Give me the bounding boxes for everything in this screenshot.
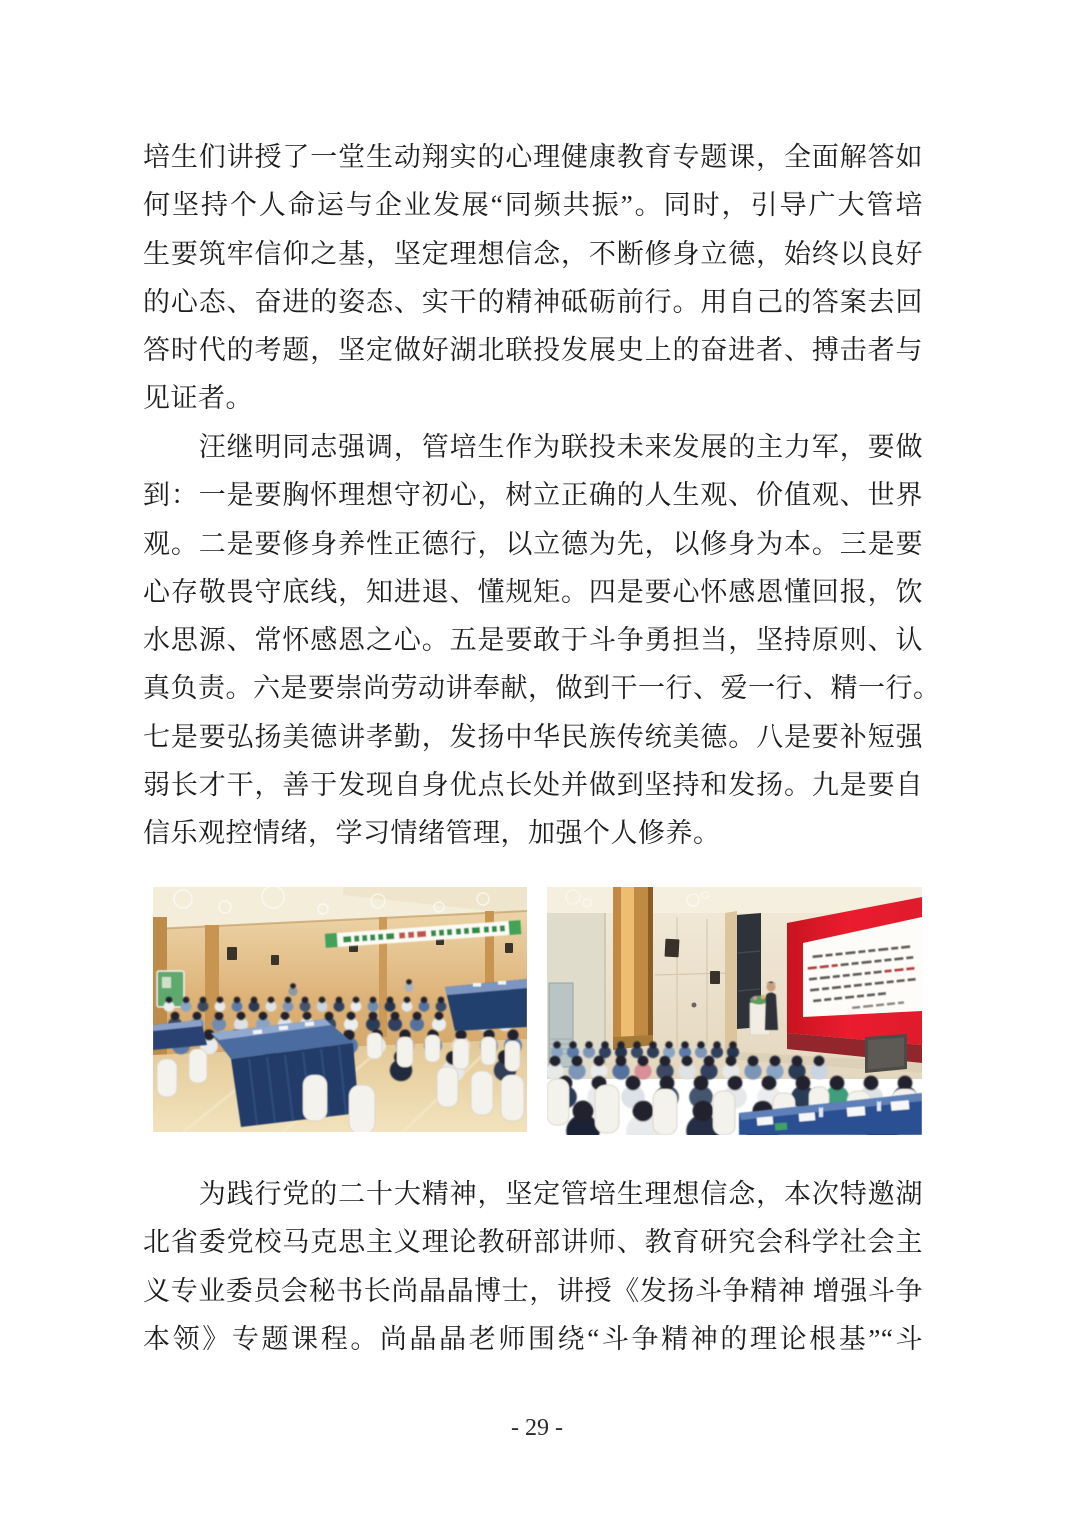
text-line: 弱长才干，善于发现自身优点长处并做到坚持和发扬。九是要自 — [143, 770, 923, 801]
text-line: 信乐观控情绪，学习情绪管理，加强个人修养。 — [143, 818, 721, 849]
page-footer — [0, 1413, 1074, 1443]
text-line: 心存敬畏守底线，知进退、懂规矩。四是要心怀感恩懂回报，饮 — [143, 576, 923, 607]
text-line: 真负责。六是要崇尚劳动讲奉献，做到干一行、爱一行、精一行。 — [143, 673, 941, 704]
paragraph-1 — [143, 133, 923, 423]
text-line: 见证者。 — [143, 383, 253, 414]
stage-monitor — [865, 1034, 907, 1073]
text-line: 本领》专题课程。尚晶晶老师围绕“斗争精神的理论根基”“斗 — [143, 1323, 923, 1354]
text-line: 北省委党校马克思主义理论教研部讲师、教育研究会科学社会主 — [143, 1227, 923, 1258]
text-line: 何坚持个人命运与企业发展“同频共振”。同时，引导广大管培 — [143, 190, 923, 221]
text-line: 生要筑牢信仰之基，坚定理想信念，不断修身立德，始终以良好 — [143, 238, 923, 269]
text-line: 的心态、奋进的姿态、实干的精神砥砺前行。用自己的答案去回 — [143, 286, 923, 317]
wood-pillar — [613, 887, 653, 1050]
photo-lecture-stage — [547, 887, 922, 1135]
text-line: 七是要弘扬美德讲孝勤，发扬中华民族传统美德。八是要补短强 — [143, 721, 923, 752]
photo-row — [153, 887, 922, 1135]
text-line: 观。二是要修身养性正德行，以立德为先，以修身为本。三是要 — [143, 528, 923, 559]
text-line: 答时代的考题，坚定做好湖北联投发展史上的奋进者、搏击者与 — [143, 335, 923, 366]
text-line: 到：一是要胸怀理想守初心，树立正确的人生观、价值观、世界 — [143, 480, 923, 511]
photo-conference-hall-wide — [153, 887, 527, 1132]
page-number: - 29 - — [511, 1415, 563, 1441]
text-line: 义专业委员会秘书长尚晶晶博士，讲授《发扬斗争精神 增强斗争 — [143, 1275, 923, 1306]
text-line: 培生们讲授了一堂生动翔实的心理健康教育专题课，全面解答如 — [143, 142, 923, 172]
text-line: 水思源、常怀感恩之心。五是要敢于斗争勇担当，坚持原则、认 — [143, 625, 923, 656]
paragraph-3 — [143, 1170, 923, 1363]
text-line: 汪继明同志强调，管培生作为联投未来发展的主力军，要做 — [143, 432, 923, 462]
paragraph-2 — [143, 423, 941, 858]
text-line: 为践行党的二十大精神，坚定管培生理想信念，本次特邀湖 — [143, 1179, 923, 1209]
